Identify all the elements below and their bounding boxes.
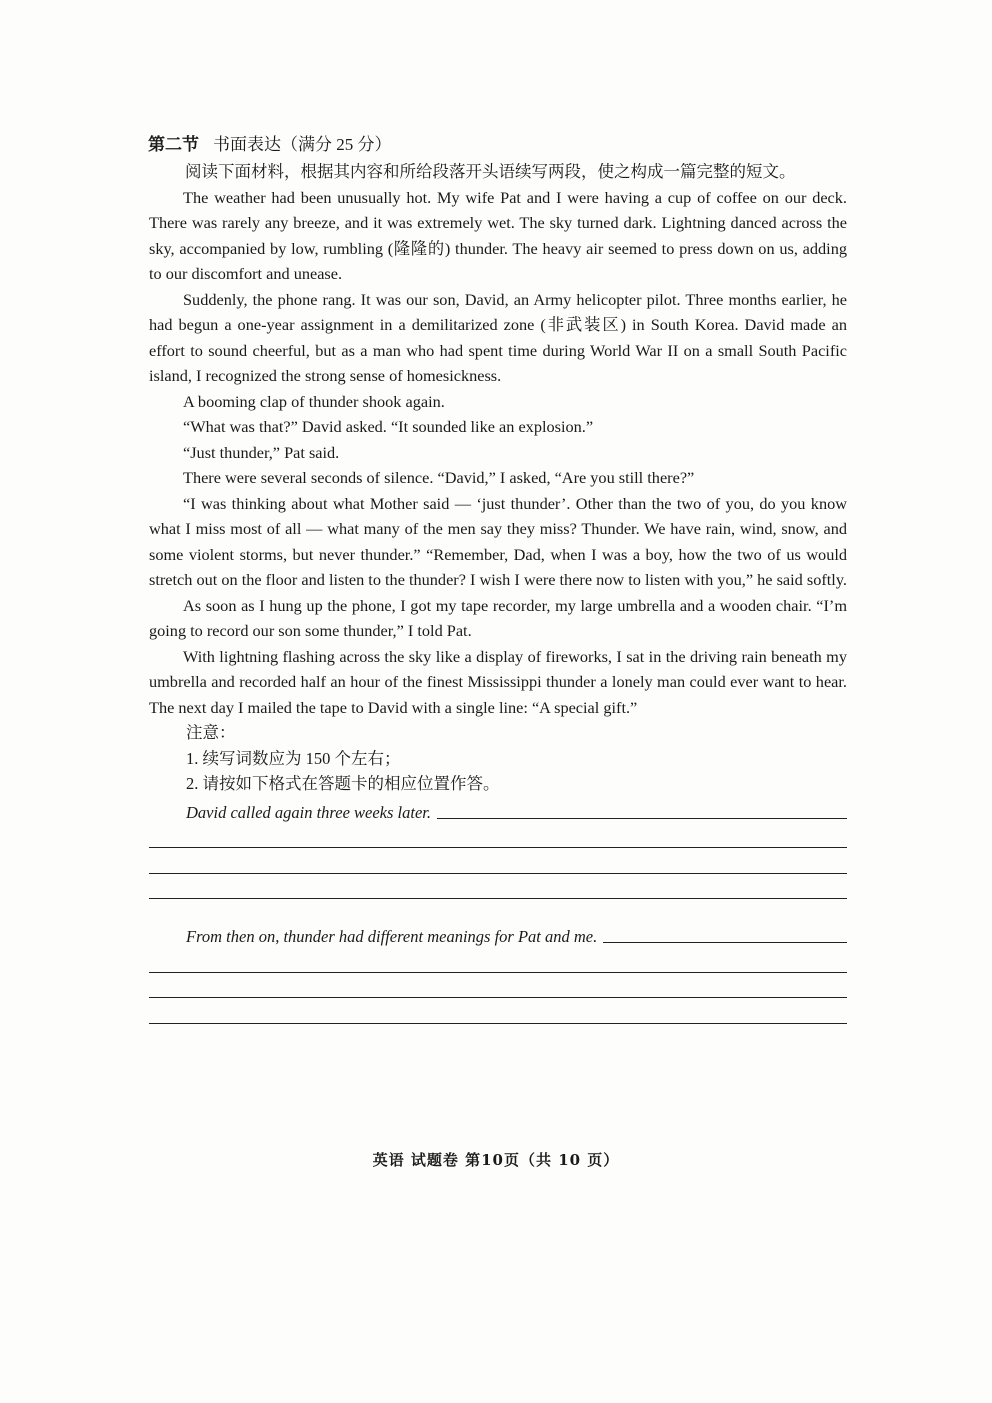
story-paragraph-6: There were several seconds of silence. “David,” I asked, “Are you still there?” xyxy=(183,468,695,487)
spacer xyxy=(149,899,847,921)
note-item-1: 1. 续写词数应为 150 个左右； xyxy=(186,748,401,768)
instruction-text: 阅读下面材料，根据其内容和所给段落开头语续写两段，使之构成一篇完整的短文。 xyxy=(185,162,796,181)
story-paragraph-7: “I was thinking about what Mother said — ‘just thunder’. Other than the two of you, do you know what I miss most of all — what many of the men say they miss? Thunder. We have rain, wind, snow, and some violent storms, but never thunder.” “Remember, Dad, when I was a boy, how the two of us would stretch out on the floor and listen to the thunder? I wish I were there now to listen with you,” he said softly. xyxy=(149,493,847,589)
story-paragraph-2: Suddenly, the phone rang. It was our son, David, an Army helicopter pilot. Three months earlier, he had begun a one-year assignment in a demilitarized zone (非武装区) in South Korea. David made an effort to sound cheerful, but as a man who had spent time during World War II on a small South Pacific island, I recognized the strong sense of homesickness. xyxy=(149,289,847,385)
answer-line[interactable] xyxy=(603,941,847,943)
story-paragraph-3: A booming clap of thunder shook again. xyxy=(183,391,445,411)
section-heading xyxy=(148,134,392,156)
story-paragraph-5: “Just thunder,” Pat said. xyxy=(183,442,340,462)
story-paragraph-8: As soon as I hung up the phone, I got my tape recorder, my large umbrella and a wooden chair. “I’m going to record our son some thunder,” I told Pat. xyxy=(149,595,847,640)
story-paragraph-4: “What was that?” David asked. “It sounded like an explosion.” xyxy=(183,417,594,436)
notes-title: 注意： xyxy=(186,723,236,742)
answer-line[interactable] xyxy=(149,947,847,973)
section-title: 书面表达（满分 25 分） xyxy=(213,135,392,154)
answer-line[interactable] xyxy=(149,848,847,874)
section-label: 第二节 xyxy=(148,135,199,154)
answer-line[interactable] xyxy=(149,998,847,1024)
starter-row-2 xyxy=(149,921,847,947)
answer-line[interactable] xyxy=(437,817,847,819)
paragraph-starter-2: From then on, thunder had different meanings for Pat and me. xyxy=(186,927,598,946)
page-footer: 英语 试题卷 第10页（共 10 页） xyxy=(372,1151,620,1169)
note-item-2: 2. 请按如下格式在答题卡的相应位置作答。 xyxy=(186,774,500,793)
story-paragraph-1: The weather had been unusually hot. My wife Pat and I were having a cup of coffee on our deck. There was rarely any breeze, and it was extremely wet. The sky turned dark. Lightning danced across the sky, accompanied by low, rumbling (隆隆的) thunder. The heavy air seemed to press down on us, adding to our discomfort and unease. xyxy=(149,187,847,283)
answer-line[interactable] xyxy=(149,823,847,849)
story-paragraph-9: With lightning flashing across the sky like a display of fireworks, I sat in the driving rain beneath my umbrella and recorded half an hour of the finest Mississippi thunder a lonely man could ever want to hear. The next day I mailed the tape to David with a single line: “A special gift.” xyxy=(149,646,847,717)
question-block xyxy=(149,159,847,1024)
answer-line[interactable] xyxy=(149,973,847,999)
answer-line[interactable] xyxy=(149,874,847,900)
paragraph-starter-1: David called again three weeks later. xyxy=(186,802,431,822)
starter-row-1 xyxy=(149,797,847,823)
